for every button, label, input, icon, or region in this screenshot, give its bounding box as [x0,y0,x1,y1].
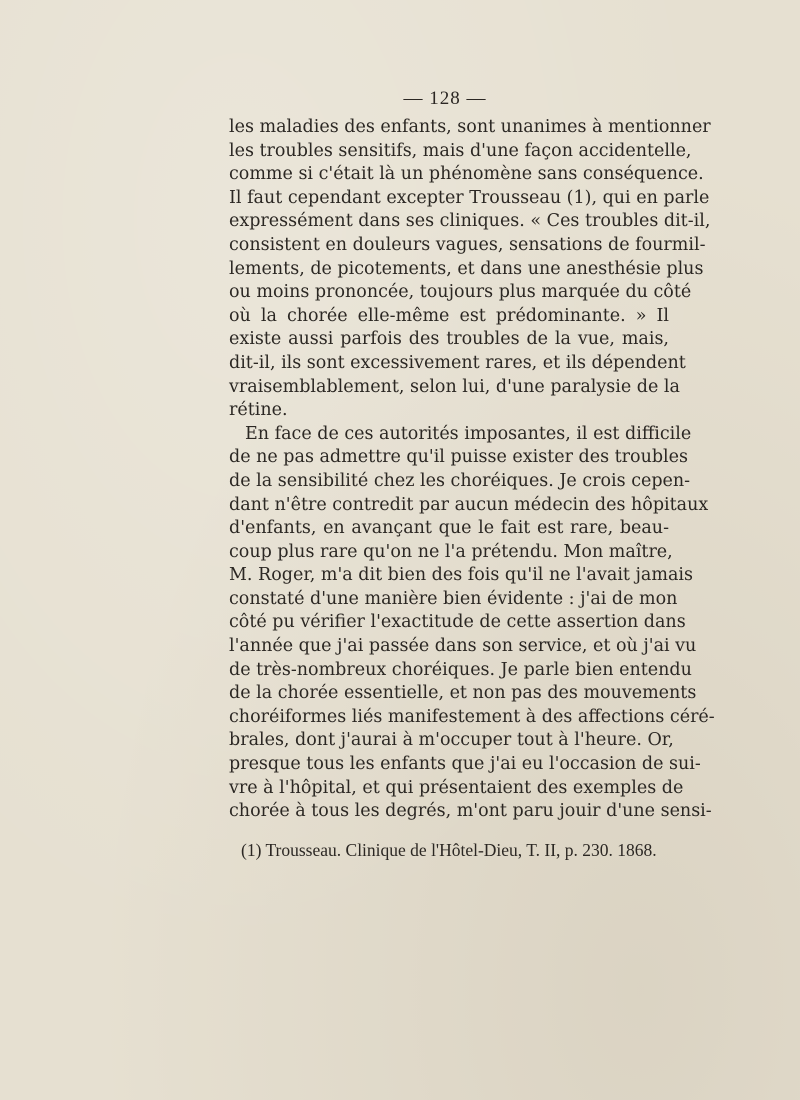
text-line: presque tous les enfants que j'ai eu l'occasion de sui- [229,754,701,775]
footnote: (1) Trousseau. Clinique de l'Hôtel-Dieu, T. II, p. 230. 1868. [241,840,657,860]
text-line: de très-nombreux choréiques. Je parle bien entendu [229,659,692,680]
text-line: d'enfants, en avançant que le fait est rare, beau- [229,518,669,539]
text-line: de ne pas admettre qu'il puisse exister des troubles [229,447,688,468]
text-line: côté pu vérifier l'exactitude de cette assertion dans [229,612,686,633]
text-line: expressément dans ses cliniques. « Ces troubles dit-il, [229,211,711,232]
text-line: lements, de picotements, et dans une anesthésie plus [229,258,704,279]
text-line: les troubles sensitifs, mais d'une façon accidentelle, [229,140,692,161]
text-line: existe aussi parfois des troubles de la vue, mais, [229,329,669,350]
text-line: de la chorée essentielle, et non pas des mouvements [229,683,697,704]
text-line: dit-il, ils sont excessivement rares, et ils dépendent [229,352,686,373]
paragraph-start-line: En face de ces autorités imposantes, il est difficile [245,423,692,444]
text-line: vre à l'hôpital, et qui présentaient des exemples de [229,777,684,798]
body-text [229,116,715,824]
text-line: où la chorée elle-même est prédominante. » Il [229,305,669,326]
text-line: Il faut cependant excepter Trousseau (1), qui en parle [229,187,710,208]
text-line: coup plus rare qu'on ne l'a prétendu. Mon maître, [229,541,673,562]
page-number: — 128 — [403,88,487,109]
text-line: M. Roger, m'a dit bien des fois qu'il ne l'avait jamais [229,565,693,586]
text-line: choréiformes liés manifestement à des affections céré- [229,706,715,727]
text-line: les maladies des enfants, sont unanimes à mentionner [229,117,711,137]
text-line: comme si c'était là un phénomène sans conséquence. [229,164,704,185]
text-line: consistent en douleurs vagues, sensations de fourmil- [229,234,706,255]
text-line: chorée à tous les degrés, m'ont paru jouir d'une sensi- [229,801,712,822]
text-line: ou moins prononcée, toujours plus marquée du côté [229,282,692,303]
text-line: brales, dont j'aurai à m'occuper tout à l'heure. Or, [229,730,674,751]
paragraph-end-line: rétine. [229,400,288,421]
text-line: de la sensibilité chez les choréiques. Je crois cepen- [229,470,691,491]
text-line: l'année que j'ai passée dans son service, et où j'ai vu [229,636,697,657]
text-line: dant n'être contredit par aucun médecin des hôpitaux [229,494,709,515]
text-line: constaté d'une manière bien évidente : j'ai de mon [229,588,678,609]
text-line: vraisemblablement, selon lui, d'une paralysie de la [229,376,680,397]
